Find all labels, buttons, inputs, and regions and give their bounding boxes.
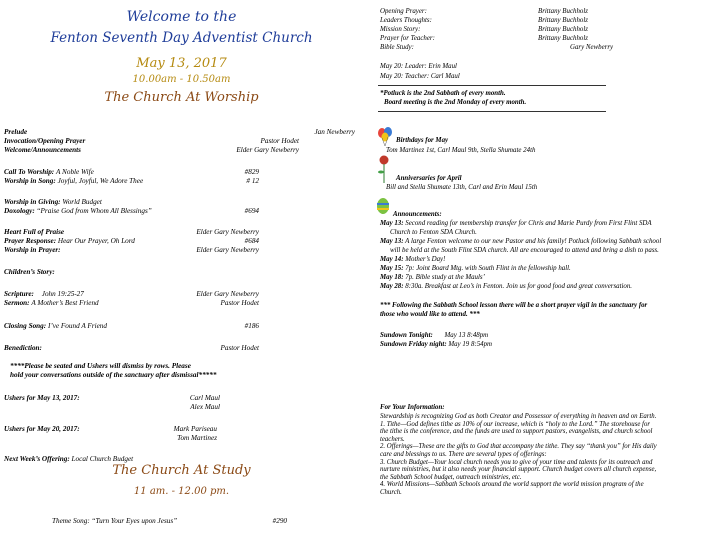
birthdays-text: Tom Martinez 1st, Carl Maul 9th, Stella Shumate 24th	[386, 147, 536, 154]
prayer-response-row	[4, 237, 355, 245]
ushers13-label: Ushers for May 13, 2017:	[4, 394, 80, 402]
birthdays-title: Birthdays for May	[396, 137, 449, 144]
announcement-text: Second reading for membership transfer for Chris and Marie Purdy from First Flint SDA	[405, 220, 652, 227]
role-name: Brittany Buchholz	[538, 35, 588, 42]
role-name: Brittany Buchholz	[538, 26, 588, 33]
doxology-num: #694	[244, 207, 259, 215]
divider	[378, 111, 606, 112]
benediction-label: Benediction:	[4, 344, 42, 352]
info-line: Stewardship is recognizing God as both Creator and Possessor of everything in heaven and on Earth.	[380, 413, 657, 420]
prayer-vigil-2: those who would like to attend. ***	[380, 311, 480, 318]
ushers20-name1: Mark Pariseau	[173, 425, 217, 433]
service-time: 10.00am - 10.50am	[132, 74, 231, 85]
sermon-text: A Mother’s Best Friend	[31, 299, 99, 307]
closing-text: I’ve Found A Friend	[47, 322, 107, 330]
announcement-text: Mother’s Day!	[405, 256, 446, 263]
song-text: Joyful, Joyful, We Adore Thee	[57, 177, 144, 185]
announcement-date: May 14:	[380, 256, 404, 263]
doxology-text: “Praise God from Whom All Blessings”	[36, 207, 152, 215]
sundown-friday	[380, 341, 492, 349]
info-line: 1. Tithe—God defines tithe as 10% of our increase, which is “holy to the Lord.” The storehouse for	[380, 420, 650, 428]
announcement-date: May 18:	[380, 274, 404, 281]
info-line: nurture ministries, but it also needs your financial support. Church budget covers all church expense,	[380, 466, 657, 474]
announcement-date: May 28:	[380, 283, 404, 290]
closing-row	[4, 322, 355, 330]
worship-prayer-row	[4, 246, 355, 254]
song-label: Worship in Song:	[4, 177, 56, 185]
sundown-tonight-label: Sundown Tonight:	[380, 332, 433, 339]
heart-row	[4, 228, 355, 236]
sundown-friday-label: Sundown Friday night:	[380, 341, 447, 348]
study-time: 11 am. - 12.00 pm.	[133, 486, 230, 497]
scripture-text: John 19:25-27	[41, 290, 84, 298]
dismiss-notice-2: hold your conversations outside of the sanctuary after dismissal*****	[10, 371, 217, 379]
board-note: Board meeting is the 2nd Monday of every month.	[384, 99, 527, 106]
children-row	[4, 268, 355, 276]
giving-row	[4, 198, 355, 206]
role-label: Prayer for Teacher:	[380, 35, 435, 42]
sermon-name: Pastor Hodet	[220, 299, 259, 307]
info-title: For Your Information:	[380, 404, 445, 411]
heart-name: Elder Gary Newberry	[196, 228, 259, 236]
giving-label: Worship in Giving:	[4, 198, 61, 206]
announcement-item	[380, 238, 661, 246]
egg-icon	[376, 197, 390, 215]
scripture-name: Elder Gary Newberry	[196, 290, 259, 298]
role-row	[380, 8, 427, 16]
info-line: 3. Church Budget—Your local church needs you to give of your time and talents for its outreach and	[380, 458, 653, 466]
role-row	[380, 35, 435, 43]
announcement-date: May 15:	[380, 265, 404, 272]
announcement-item	[380, 220, 652, 228]
sermon-label: Sermon:	[4, 299, 30, 307]
info-line: 2. Offerings—These are the gifts to God that accompany the tithe. They say “thank you” for His daily	[380, 443, 657, 451]
ushers13-name2: Alex Maul	[190, 403, 220, 411]
prayer-vigil-1: *** Following the Sabbath School lesson there will be a short prayer vigil in the sanctuary for	[380, 302, 648, 309]
theme-num: #290	[272, 517, 287, 525]
announcement-item	[380, 283, 632, 291]
invocation-row	[4, 137, 355, 145]
info-line: Church.	[380, 488, 402, 496]
role-label: Bible Study:	[380, 44, 414, 51]
scripture-label: Scripture:	[4, 290, 34, 298]
potluck-note: *Potluck is the 2nd Sabbath of every month.	[380, 90, 506, 97]
announcement-date: May 13:	[380, 238, 404, 245]
invocation-name: Pastor Hodet	[260, 137, 299, 145]
offering-label: Next Week’s Offering:	[4, 455, 70, 463]
theme-label: Theme Song: “Turn Your Eyes upon Jesus”	[52, 517, 178, 525]
service-date: May 13, 2017	[136, 56, 227, 71]
info-body	[380, 413, 716, 497]
prayer-response-label: Prayer Response:	[4, 237, 57, 245]
role-name: Brittany Buchholz	[538, 8, 588, 15]
invocation-label: Invocation/Opening Prayer	[4, 137, 86, 145]
info-line: the tithe is the conference, and the funds are used to support pastors, evangelists, and church school	[380, 428, 653, 436]
announcements-title: Announcements:	[393, 211, 442, 218]
call-text: A Noble Wife	[56, 168, 94, 176]
welcome-title: Welcome to the	[126, 9, 237, 25]
doxology-row	[4, 207, 355, 215]
worship-prayer-name: Elder Gary Newberry	[196, 246, 259, 254]
role-row	[380, 26, 420, 34]
info-line: teachers.	[380, 435, 405, 443]
welcome-name: Elder Gary Newberry	[236, 146, 299, 154]
closing-num: #186	[244, 322, 259, 330]
announcement-text: 7p. Bible study at the Mauls’	[405, 274, 485, 281]
role-row	[380, 17, 432, 25]
giving-text: World Budget	[62, 198, 102, 206]
children-label: Children’s Story:	[4, 268, 55, 276]
info-line: 4. World Missions—Sabbath Schools around the world support the world mission program of the	[380, 481, 644, 489]
benediction-name: Pastor Hodet	[220, 344, 259, 352]
welcome-label: Welcome/Announcements	[4, 146, 81, 154]
ushers13-name1: Carl Maul	[189, 394, 220, 402]
balloons-icon	[376, 127, 394, 147]
may20-leader: May 20: Leader: Erin Maul	[380, 63, 457, 70]
heart-label: Heart Full of Praise	[4, 228, 65, 236]
prelude-name: Jan Newberry	[314, 128, 355, 136]
announcement-item	[380, 256, 445, 264]
offering-text: Local Church Budget	[71, 455, 134, 463]
announcement-text: 8:30a. Breakfast at Leo’s in Fenton. Join us for good food and great conversation.	[405, 283, 633, 290]
call-num: #829	[244, 168, 259, 176]
prayer-response-num: #684	[244, 237, 259, 245]
anniversaries-title: Anniversaries for April	[396, 175, 462, 182]
song-row	[4, 177, 355, 185]
sundown-friday-time: May 19 8:54pm	[448, 341, 493, 348]
ushers20-label: Ushers for May 20, 2017:	[4, 425, 80, 433]
may20-teacher: May 20: Teacher: Carl Maul	[380, 73, 460, 80]
announcement-item	[380, 274, 485, 282]
announcement-item: will be held at the South Flint SDA church. All are encouraged to attend and bring a dish to pass.	[390, 247, 659, 254]
divider	[378, 85, 606, 86]
worship-prayer-label: Worship in Prayer:	[4, 246, 61, 254]
welcome-row	[4, 146, 355, 154]
dismiss-notice-1: ****Please be seated and Ushers will dismiss by rows. Please	[10, 362, 191, 370]
ushers20-row	[4, 425, 355, 433]
church-name: Fenton Seventh Day Adventist Church	[50, 30, 313, 46]
theme-row	[52, 517, 355, 525]
role-name: Gary Newberry	[570, 44, 614, 51]
announcement-item: Church to Fenton SDA Church.	[390, 229, 477, 236]
announcement-text: 7p: Joint Board Mtg. with South Flint in the fellowship hall.	[405, 265, 571, 272]
announcement-date: May 13:	[380, 220, 404, 227]
sundown-tonight-time: May 13 8:48pm	[444, 332, 489, 339]
closing-label: Closing Song:	[4, 322, 47, 330]
announcement-text: A large Fenton welcome to our new Pastor and his family! Potluck following Sabbath school	[405, 238, 662, 245]
prayer-response-text: Hear Our Prayer, Oh Lord	[57, 237, 135, 245]
benediction-row	[4, 344, 355, 352]
anniversaries-text: Bill and Stella Shumate 13th, Carl and Erin Maul 15th	[386, 184, 538, 191]
ushers13-row	[4, 394, 355, 402]
role-label: Mission Story:	[380, 26, 421, 33]
role-label: Opening Prayer:	[380, 8, 427, 15]
info-line: care and blessings to us. There are several types of offerings:	[380, 450, 547, 458]
role-label: Leaders Thoughts:	[380, 17, 432, 24]
role-name: Brittany Buchholz	[538, 17, 588, 24]
worship-heading: The Church At Worship	[104, 90, 259, 105]
doxology-label: Doxology:	[4, 207, 35, 215]
scripture-row	[4, 290, 355, 298]
song-num: # 12	[246, 177, 259, 185]
prelude-row	[4, 128, 355, 136]
study-heading: The Church At Study	[112, 463, 251, 478]
call-row	[4, 168, 355, 176]
rose-icon	[377, 154, 391, 184]
prelude-label: Prelude	[4, 128, 28, 136]
announcement-item	[380, 265, 571, 273]
sundown-tonight	[380, 332, 488, 340]
ushers20-name2: Tom Martinez	[177, 434, 217, 442]
role-row	[380, 44, 414, 52]
sermon-row	[4, 299, 355, 307]
call-label: Call To Worship:	[4, 168, 55, 176]
info-line: the Sabbath School budget, outreach ministries, etc.	[380, 473, 522, 481]
